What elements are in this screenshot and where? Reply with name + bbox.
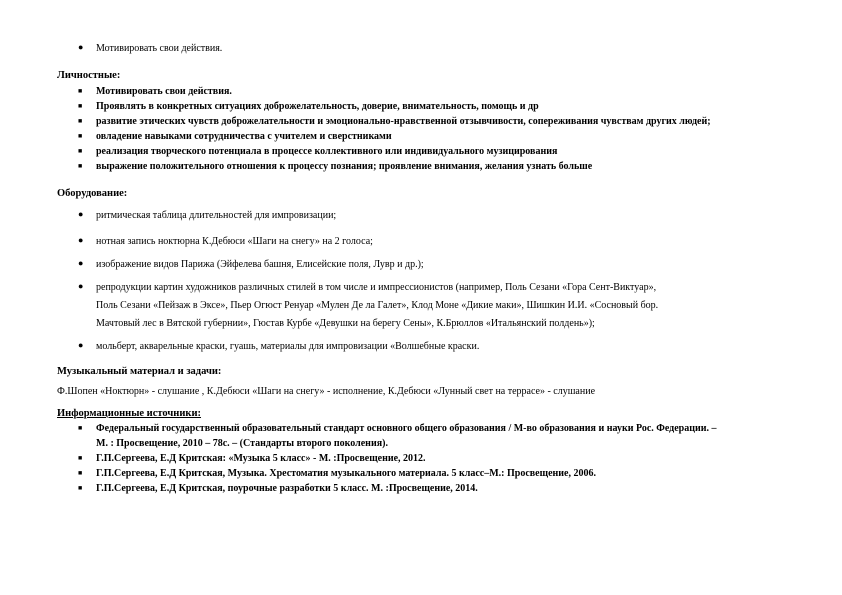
list-item [78, 451, 717, 466]
square-bullet-icon: ■ [78, 469, 83, 477]
square-bullet-icon: ■ [78, 102, 83, 110]
list-item-text: М. : Просвещение, 2010 – 78с. – (Стандарты второго поколения). [96, 438, 388, 449]
list-item [78, 114, 711, 129]
list-item-text: мольберт, акварельные краски, гуашь, материалы для импровизации «Волшебные краски. [96, 341, 480, 352]
list-item-text: Г.П.Сергеева, Е.Д Критская: «Музыка 5 класс» - М. :Просвещение, 2012. [96, 453, 426, 464]
list-item [78, 144, 711, 159]
equipment-heading: Оборудование: [57, 188, 128, 199]
bullet-icon: ● [78, 209, 84, 219]
bullet-icon: ● [78, 42, 84, 52]
list-item-text: овладение навыками сотрудничества с учителем и сверстниками [96, 131, 392, 142]
list-item [78, 43, 222, 54]
square-bullet-icon: ■ [78, 147, 83, 155]
list-item [78, 282, 656, 293]
equipment-item-2 [78, 236, 373, 247]
list-item-text: изображение видов Парижа (Эйфелева башня, Елисейские поля, Лувр и др.); [96, 259, 424, 270]
list-item-text: реализация творческого потенциала в процессе коллективного или индивидуального музицирования [96, 146, 558, 157]
music-heading: Музыкальный материал и задачи: [57, 366, 222, 377]
music-text: Ф.Шопен «Ноктюрн» - слушание , К.Дебюси «Шаги на снегу» - исполнение, К.Дебюси «Лунный свет на террасе» - слушание [57, 386, 596, 397]
square-bullet-icon: ■ [78, 424, 83, 432]
bullet-icon: ● [78, 281, 84, 291]
list-item-text: Мотивировать свои действия. [96, 86, 232, 97]
list-item-text: нотная запись ноктюрна К.Дебюси «Шаги на снегу» на 2 голоса; [96, 236, 373, 247]
list-item [78, 421, 717, 436]
list-item [78, 236, 373, 247]
paintings-line-3: Мачтовый лес в Вятской губернии», Гюстав Курбе «Девушки на берегу Сены», К.Брюллов «Итальянский полдень»); [96, 318, 595, 329]
personal-heading: Личностные: [57, 70, 121, 81]
list-item-continuation [78, 436, 717, 451]
list-item-text: Мотивировать свои действия. [96, 43, 223, 54]
top-bullet-list [78, 43, 222, 54]
bullet-icon: ● [78, 340, 84, 350]
equipment-item-3 [78, 259, 424, 270]
square-bullet-icon: ■ [78, 484, 83, 492]
bullet-icon: ● [78, 258, 84, 268]
square-bullet-icon: ■ [78, 117, 83, 125]
paintings-line-2: Поль Сезани «Пейзаж в Эксе», Пьер Огюст Ренуар «Мулен Де ла Галет», Клод Моне «Дикие маки», Шишкин И.И. «Сосновый бор. [96, 300, 659, 311]
bullet-icon: ● [78, 235, 84, 245]
sources-heading: Информационные источники: [57, 408, 202, 419]
list-item-text: Г.П.Сергеева, Е.Д Критская, Музыка. Хрестоматия музыкального материала. 5 класс–М.: Просвещение, 2006. [96, 468, 596, 479]
list-item-text: Г.П.Сергеева, Е.Д Критская, поурочные разработки 5 класс. М. :Просвещение, 2014. [96, 483, 478, 494]
list-item [78, 466, 717, 481]
list-item [78, 99, 711, 114]
list-item-text: Проявлять в конкретных ситуациях доброжелательность, доверие, внимательность, помощь и др [96, 101, 539, 112]
list-item-text: Федеральный государственный образовательный стандарт основного общего образования / М-во образования и науки Рос. Федерации. – [96, 423, 717, 434]
list-item-text: развитие этических чувств доброжелательности и эмоционально-нравственной отзывчивости, сопереживания чувствам других людей; [96, 116, 711, 127]
square-bullet-icon: ■ [78, 454, 83, 462]
list-item-text: выражение положительного отношения к процессу познания; проявление внимания, желания узнать больше [96, 161, 593, 172]
list-item [78, 259, 424, 270]
list-item-text: ритмическая таблица длительностей для импровизации; [96, 210, 337, 221]
square-bullet-icon: ■ [78, 87, 83, 95]
equipment-item-paintings [78, 282, 656, 293]
personal-list [78, 84, 711, 174]
list-item [78, 159, 711, 174]
list-item [78, 84, 711, 99]
list-item [78, 210, 336, 221]
list-item-text: репродукции картин художников различных стилей в том числе и импрессионистов (например, Поль Сезани «Гора Сент-Виктуар», [96, 282, 657, 293]
list-item [78, 129, 711, 144]
equipment-item-1 [78, 210, 336, 221]
square-bullet-icon: ■ [78, 162, 83, 170]
list-item [78, 481, 717, 496]
equipment-item-4 [78, 341, 479, 352]
square-bullet-icon: ■ [78, 132, 83, 140]
sources-list [78, 421, 717, 496]
list-item [78, 341, 479, 352]
